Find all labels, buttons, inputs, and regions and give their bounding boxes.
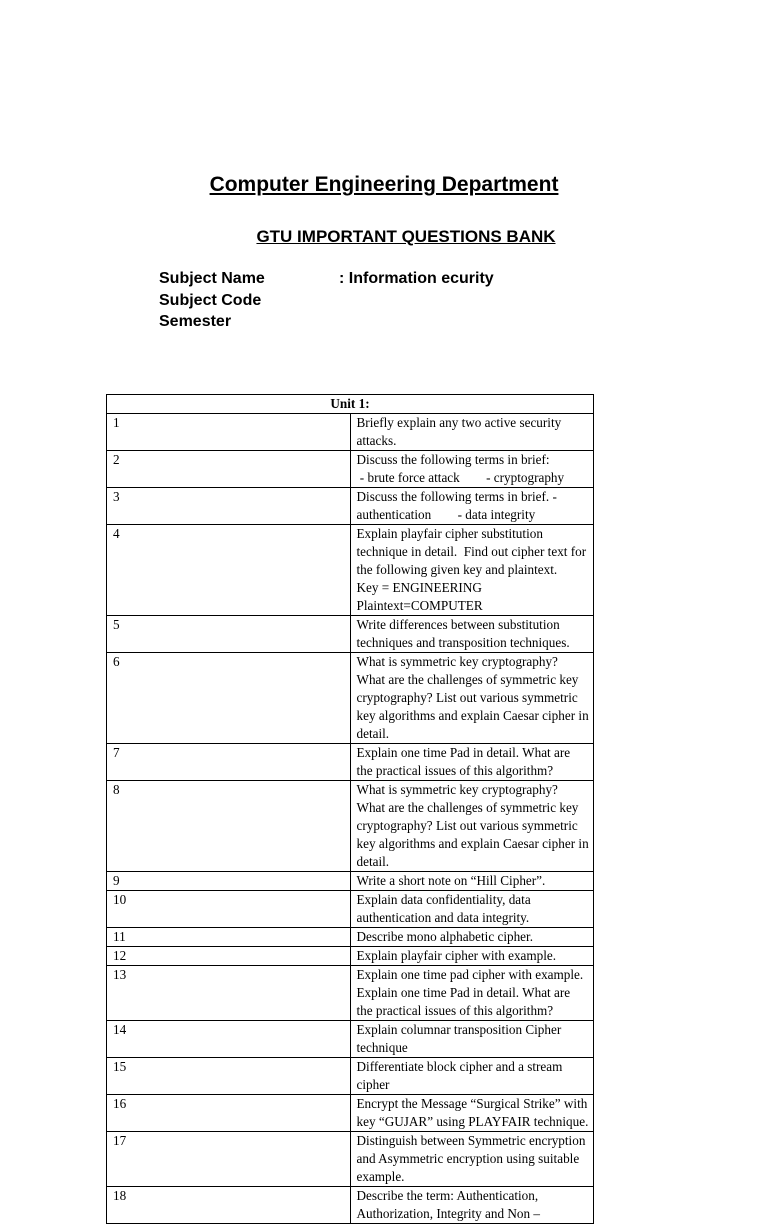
question-number: 8: [107, 781, 351, 872]
subject-code-label: Subject Code: [159, 291, 262, 309]
table-row: [107, 488, 594, 525]
question-text: Discuss the following terms in brief. - authentication - data integrity: [350, 488, 594, 525]
question-number: 4: [107, 525, 351, 616]
question-text: Encrypt the Message “Surgical Strike” with key “GUJAR” using PLAYFAIR technique.: [350, 1095, 594, 1132]
table-row: [107, 525, 594, 616]
question-text: Describe the term: Authentication, Authorization, Integrity and Non –: [350, 1187, 594, 1224]
question-number: 3: [107, 488, 351, 525]
subject-info: [159, 268, 494, 333]
questions-table: [106, 394, 594, 1224]
question-text: Explain data confidentiality, data authentication and data integrity.: [350, 891, 594, 928]
table-row: [107, 1132, 594, 1187]
table-row: [107, 744, 594, 781]
table-row: [107, 1058, 594, 1095]
subject-name-label: Subject Name: [159, 270, 265, 287]
table-row: [107, 1095, 594, 1132]
question-text: Describe mono alphabetic cipher.: [350, 928, 594, 947]
table-row: [107, 781, 594, 872]
question-number: 10: [107, 891, 351, 928]
department-title: Computer Engineering Department: [209, 173, 559, 196]
question-bank-title: GTU IMPORTANT QUESTIONS BANK: [256, 227, 556, 246]
question-number: 14: [107, 1021, 351, 1058]
question-text: Write differences between substitution techniques and transposition techniques.: [350, 616, 594, 653]
question-text: What is symmetric key cryptography? What are the challenges of symmetric key cryptography? List out various symmetric key algorithms and explain Caesar cipher in detail.: [350, 653, 594, 744]
question-number: 13: [107, 966, 351, 1021]
table-row: [107, 872, 594, 891]
question-number: 5: [107, 616, 351, 653]
question-text: Explain one time Pad in detail. What are the practical issues of this algorithm?: [350, 744, 594, 781]
question-number: 1: [107, 414, 351, 451]
table-row: [107, 928, 594, 947]
question-number: 12: [107, 947, 351, 966]
table-row: [107, 947, 594, 966]
question-number: 17: [107, 1132, 351, 1187]
table-row: [107, 891, 594, 928]
question-text: Explain playfair cipher substitution technique in detail. Find out cipher text for the following given key and plaintext. Key = ENGINEERING Plaintext=COMPUTER: [350, 525, 594, 616]
table-row: [107, 966, 594, 1021]
question-number: 16: [107, 1095, 351, 1132]
question-number: 7: [107, 744, 351, 781]
question-text: What is symmetric key cryptography? What are the challenges of symmetric key cryptography? List out various symmetric key algorithms and explain Caesar cipher in detail.: [350, 781, 594, 872]
question-text: Explain columnar transposition Cipher technique: [350, 1021, 594, 1058]
unit-header: Unit 1:: [107, 395, 594, 414]
question-text: Distinguish between Symmetric encryption and Asymmetric encryption using suitable example.: [350, 1132, 594, 1187]
table-row: [107, 414, 594, 451]
question-text: Differentiate block cipher and a stream cipher: [350, 1058, 594, 1095]
table-row: [107, 1187, 594, 1224]
question-text: Discuss the following terms in brief: - brute force attack - cryptography: [350, 451, 594, 488]
question-number: 6: [107, 653, 351, 744]
table-row: [107, 653, 594, 744]
unit-header-row: [107, 395, 594, 414]
semester-row: [159, 311, 494, 333]
subject-name-row: [159, 268, 494, 290]
question-text: Briefly explain any two active security attacks.: [350, 414, 594, 451]
table-row: [107, 616, 594, 653]
question-number: 2: [107, 451, 351, 488]
question-number: 9: [107, 872, 351, 891]
subject-code-row: [159, 290, 494, 312]
table-row: [107, 1021, 594, 1058]
question-text: Explain one time pad cipher with example. Explain one time Pad in detail. What are the practical issues of this algorithm?: [350, 966, 594, 1021]
question-number: 18: [107, 1187, 351, 1224]
semester-label: Semester: [159, 313, 232, 330]
question-text: Write a short note on “Hill Cipher”.: [350, 872, 594, 891]
question-number: 11: [107, 928, 351, 947]
question-number: 15: [107, 1058, 351, 1095]
subject-name-value: : Information ecurity: [339, 270, 494, 287]
table-row: [107, 451, 594, 488]
questions-body: [107, 414, 594, 1224]
question-text: Explain playfair cipher with example.: [350, 947, 594, 966]
